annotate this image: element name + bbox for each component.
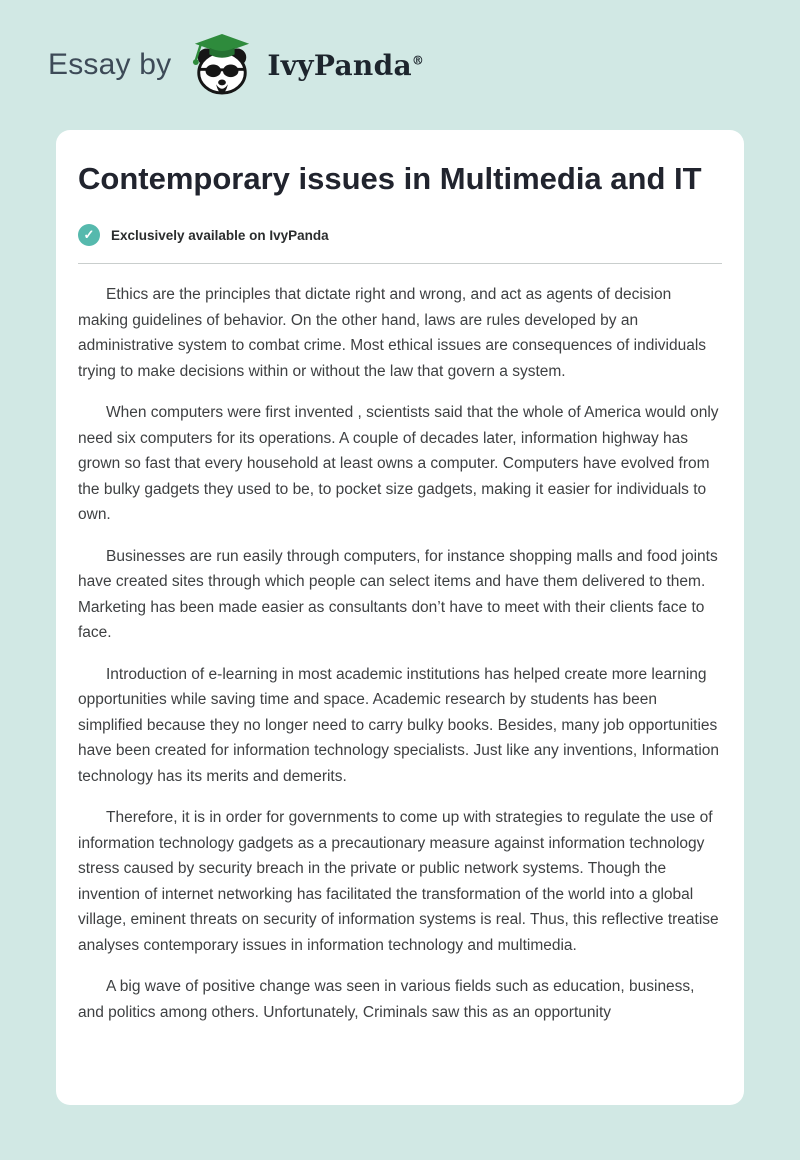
ivypanda-logo — [187, 34, 424, 96]
essay-body — [78, 282, 722, 1025]
panda-logo-icon — [187, 34, 257, 96]
essay-paragraph: Businesses are run easily through computers, for instance shopping malls and food joints have created sites through which people can select items and have them delivered to them. Marketing has been made easier as consultants don’t have to meet with their clients face to face. — [78, 547, 718, 641]
essay-by-text: Essay by — [48, 48, 172, 81]
essay-paragraph: Ethics are the principles that dictate right and wrong, and act as agents of decision making guidelines of behavior. On the other hand, laws are rules developed by an administrative system to combat crime. Most ethical issues are consequences of individuals trying to make decisions within or without the law that govern a system. — [78, 286, 707, 380]
essay-paragraph: A big wave of positive change was seen in various fields such as education, business, and politics among others. Unfortunately, Criminals saw this as an opportunity — [78, 978, 695, 1021]
essay-card — [56, 130, 744, 1105]
availability-label: Exclusively available on IvyPanda — [111, 227, 329, 243]
brand-text: IvyPanda — [267, 48, 412, 82]
essay-paragraph: When computers were first invented , scientists said that the whole of America would only need six computers for its operations. A couple of decades later, information highway has grown so fast that every household at least owns a computer. Computers have evolved from the bulky gadgets they used to be, to pocket size gadgets, making it easier for individuals to own. — [78, 404, 719, 523]
essay-paragraph: Therefore, it is in order for governments to come up with strategies to regulate the use of information technology gadgets as a precautionary measure against information technology stress caused by security breach in the private or public network systems. Though the invention of internet networking has facilitated the transformation of the world into a global village, eminent threats on security of information systems is real. Thus, this reflective treatise analyses contemporary issues in information technology and multimedia. — [78, 809, 719, 954]
essay-paragraph: Introduction of e-learning in most academic institutions has helped create more learning opportunities while saving time and space. Academic research by students has been simplified because they no longer need to carry bulky books. Besides, many job opportunities have been created for information technology specialists. Just like any inventions, Information technology has its merits and demerits. — [78, 665, 720, 785]
divider — [78, 263, 722, 264]
availability-badge — [78, 224, 722, 246]
page-title: Contemporary issues in Multimedia and IT — [78, 161, 702, 196]
registered-mark: ® — [411, 53, 425, 68]
brand-name — [267, 49, 424, 82]
check-icon: ✓ — [78, 224, 100, 246]
page-header — [0, 0, 800, 130]
